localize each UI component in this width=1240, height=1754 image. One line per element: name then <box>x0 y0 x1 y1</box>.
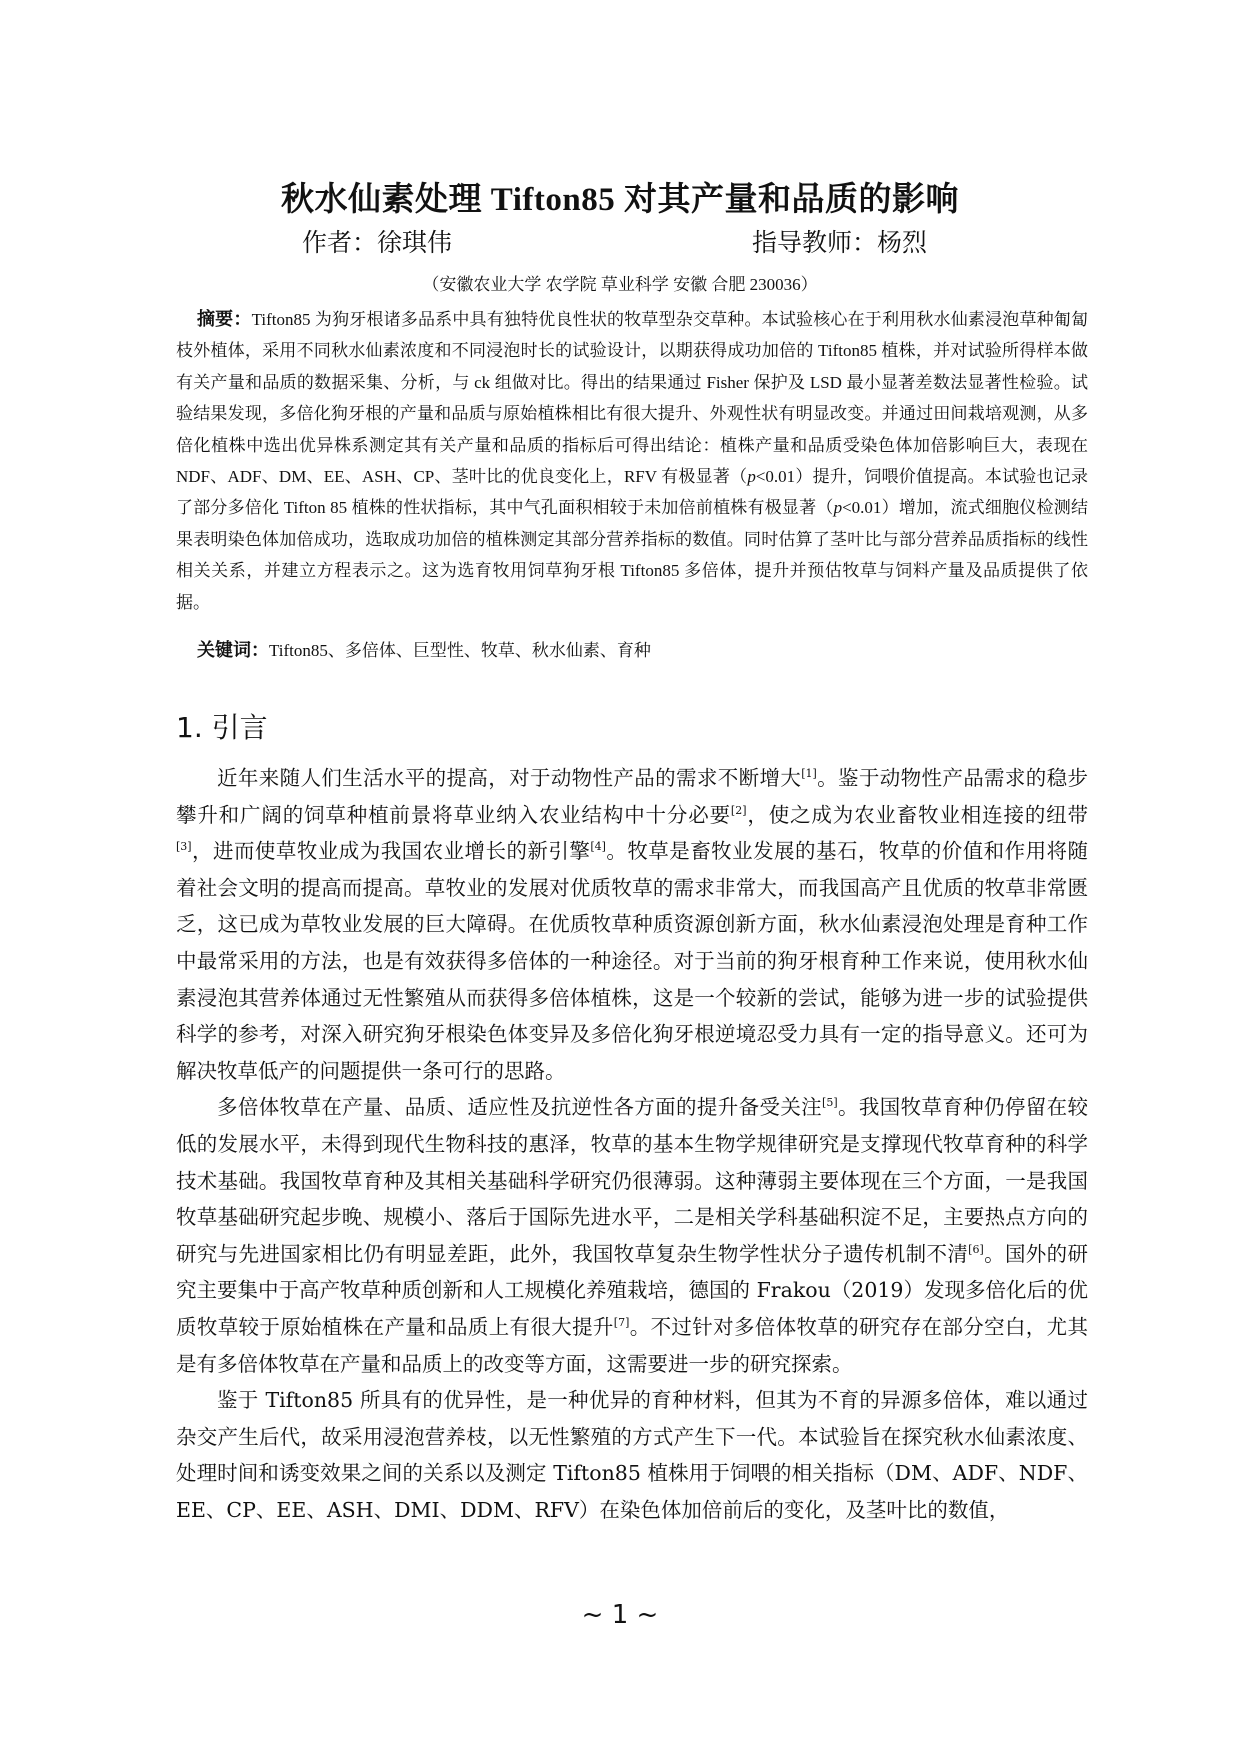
p-value-symbol: p <box>747 467 756 487</box>
paragraph-text: 。不过针对多倍体牧草的研究存在部分空白，尤其是有多倍体牧草在产量和品质上的改变等方面，这需要进一步的研究探索。 <box>176 1314 1089 1376</box>
author-line <box>0 226 1240 262</box>
paragraph-text: 。牧草是畜牧业发展的基石，牧草的价值和作用将随着社会文明的提高而提高。草牧业的发展对优质牧草的需求非常大，而我国高产且优质的牧草非常匮乏，这已成为草牧业发展的巨大障碍。在优质牧草种质资源创新方面，秋水仙素浸泡处理是育种工作中最常采用的方法，也是有效获得多倍体的一种途径。对于当前的狗牙根育种工作来说，使用秋水仙素浸泡其营养体通过无性繁殖从而获得多倍体植株，这是一个较新的尝试，能够为进一步的试验提供科学的参考，对深入研究狗牙根染色体变异及多倍化狗牙根逆境忍受力具有一定的指导意义。还可为解决牧草低产的问题提供一条可行的思路。 <box>176 839 1089 1083</box>
paragraph-text: 多倍体牧草在产量、品质、适应性及抗逆性各方面的提升备受关注 <box>217 1095 823 1120</box>
keywords-text: Tifton85、多倍体、巨型性、牧草、秋水仙素、育种 <box>269 641 651 660</box>
paragraph <box>176 1382 1088 1528</box>
citation-ref[interactable]: [1] <box>801 767 817 780</box>
section-heading-introduction: 1. 引言 <box>176 711 268 744</box>
abstract-text: Tifton85 为狗牙根诸多品系中具有独特优良性状的牧草型杂交草种。本试验核心在于利用秋水仙素浸泡草种匍匐枝外植体，采用不同秋水仙素浓度和不同浸泡时长的试验设计，以期获得成功加倍的 Tifton85 植株，并对试验所得样本做有关产量和品质的数据采集、分析，与 ck 组做对比。得出的结果通过 Fisher 保护及 LSD 最小显著差数法显著性检验。试验结果发现，多倍化狗牙根的产量和品质与原始植株相比有很大提升、外观性状有明显改变。并通过田间栽培观测，从多倍化植株中选出优异株系测定其有关产量和品质的指标后可得出结论：植株产量和品质受染色体加倍影响巨大，表现在 NDF、ADF、DM、EE、ASH、CP、茎叶比的优良变化上，RFV 有极显著（ <box>176 310 1088 487</box>
introduction-body <box>176 760 1088 1528</box>
abstract-label: 摘要： <box>197 309 252 330</box>
abstract <box>176 304 1088 618</box>
page-number: ~ 1 ~ <box>581 1600 659 1630</box>
abstract-text: <0.01）增加，流式细胞仪检测结果表明染色体加倍成功，选取成功加倍的植株测定其部分营养指标的数值。同时估算了茎叶比与部分营养品质指标的线性相关关系，并建立方程表示之。这为选育牧用饲草狗牙根 Tifton85 多倍体，提升并预估牧草与饲料产量及品质提供了依据。 <box>176 498 1088 612</box>
paragraph <box>176 760 1088 1089</box>
paragraph-text: ，使之成为农业畜牧业相连接的纽带 <box>746 802 1089 827</box>
paragraph-text: 近年来随人们生活水平的提高，对于动物性产品的需求不断增大 <box>217 766 802 790</box>
citation-ref[interactable]: [7] <box>613 1315 630 1329</box>
citation-ref[interactable]: [2] <box>730 803 747 817</box>
keywords <box>197 636 651 666</box>
paragraph <box>176 1089 1088 1382</box>
paragraph-text: ，进而使草牧业成为我国农业增长的新引擎 <box>191 839 591 864</box>
paragraph-text: 。国外的研究主要集中于高产牧草种质创新和人工规模化养殖栽培，德国的 Frakou（2019）发现多倍化后的优质牧草较于原始植株在产量和品质上有很大提升 <box>176 1241 1088 1339</box>
paper-title: 秋水仙素处理 Tifton85 对其产量和品质的影响 <box>281 182 959 218</box>
p-value-symbol: p <box>833 498 843 518</box>
paragraph-text: 。我国牧草育种仍停留在较低的发展水平，未得到现代生物科技的惠泽，牧草的基本生物学规律研究是支撑现代牧草育种的科学技术基础。我国牧草育种及其相关基础科学研究仍很薄弱。这种薄弱主要体现在三个方面，一是我国牧草基础研究起步晚、规模小、落后于国际先进水平，二是相关学科基础积淀不足，主要热点方向的研究与先进国家相比仍有明显差距，此外，我国牧草复杂生物学性状分子遗传机制不清 <box>176 1095 1089 1266</box>
citation-ref[interactable]: [6] <box>968 1242 984 1256</box>
keywords-label: 关键词： <box>197 640 269 661</box>
abstract-text: <0.01）提升，饲喂价值提高。本试验也记录了部分多倍化 Tifton 85 植株的性状指标，其中气孔面积相较于未加倍前植株有极显著（ <box>176 467 1088 518</box>
citation-ref[interactable]: [5] <box>822 1096 838 1110</box>
author-name: 作者：徐琪伟 <box>302 230 453 257</box>
advisor-name: 指导教师：杨烈 <box>752 230 928 257</box>
paragraph-text: 。鉴于动物性产品需求的稳步攀升和广阔的饲草种植前景将草业纳入农业结构中十分必要 <box>176 766 1089 827</box>
paragraph-text: 鉴于 Tifton85 所具有的优异性，是一种优异的育种材料，但其为不育的异源多倍体，难以通过杂交产生后代，故采用浸泡营养枝，以无性繁殖的方式产生下一代。本试验旨在探究秋水仙素浓度、处理时间和诱变效果之间的关系以及测定 Tifton85 植株用于饲喂的相关指标（DM、ADF、NDF、EE、CP、EE、ASH、DMI、DDM、RFV）在染色体加倍前后的变化，及茎叶比的数值， <box>176 1388 1088 1522</box>
affiliation: （安徽农业大学 农学院 草业科学 安徽 合肥 230036） <box>422 275 818 294</box>
citation-ref[interactable]: [3] <box>176 840 192 854</box>
citation-ref[interactable]: [4] <box>590 840 606 854</box>
